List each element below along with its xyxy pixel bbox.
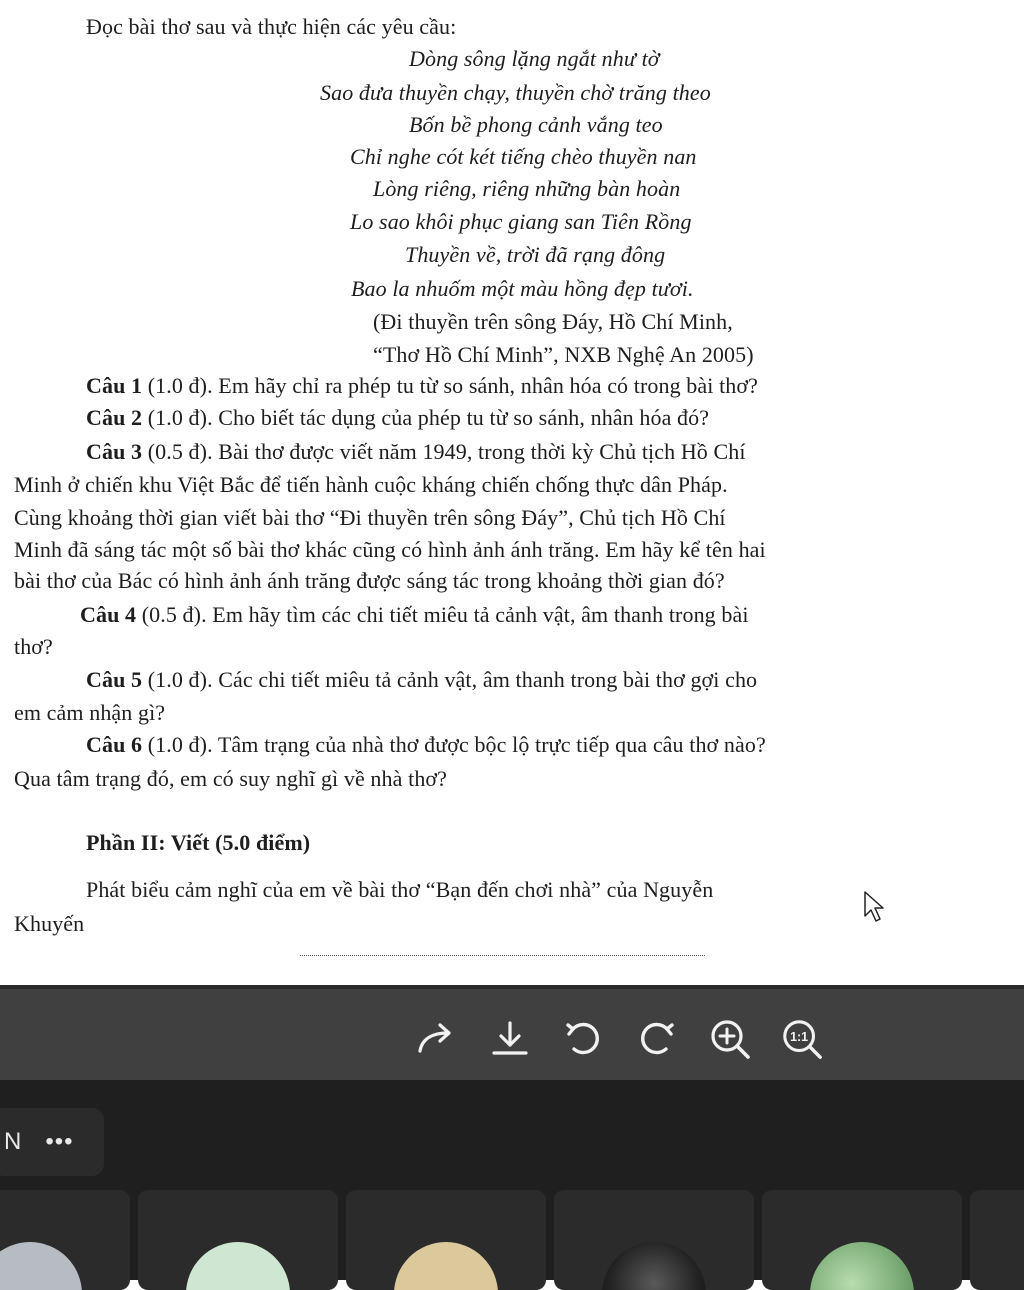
part-2-heading: Phần II: Viết (5.0 điểm) (86, 830, 311, 855)
question-text: (0.5 đ). Bài thơ được viết năm 1949, trong thời kỳ Chủ tịch Hồ Chí (142, 439, 746, 464)
poem-line: Dòng sông lặng ngắt như tờ (409, 46, 660, 71)
rotate-right-button[interactable] (634, 1017, 678, 1061)
download-button[interactable] (488, 1017, 532, 1061)
rotate-left-icon (564, 1019, 604, 1059)
question-label: Câu 3 (86, 439, 143, 464)
actual-size-button[interactable] (780, 1017, 824, 1061)
question-text: (1.0 đ). Cho biết tác dụng của phép tu từ so sánh, nhân hóa đó? (142, 405, 710, 430)
share-icon (416, 1019, 456, 1059)
question-label: Câu 5 (86, 667, 143, 692)
question-label: Câu 4 (80, 602, 137, 627)
mouse-cursor-icon (862, 890, 886, 924)
question-text: (0.5 đ). Em hãy tìm các chi tiết miêu tả cảnh vật, âm thanh trong bài (136, 602, 749, 627)
question-label: Câu 1 (86, 373, 143, 398)
actual-size-icon (780, 1017, 824, 1061)
part-2-prompt: Phát biểu cảm nghĩ của em về bài thơ “Bạn đến chơi nhà” của Nguyễn (86, 877, 714, 902)
question-text: (1.0 đ). Các chi tiết miêu tả cảnh vật, âm thanh trong bài thơ gợi cho (142, 667, 758, 692)
question-label: Câu 6 (86, 732, 143, 757)
poem-line: Lo sao khôi phục giang san Tiên Rồng (350, 209, 692, 234)
question-label: Câu 2 (86, 405, 143, 430)
rotate-right-icon (636, 1019, 676, 1059)
more-options-icon[interactable]: ••• (45, 1128, 74, 1155)
question-text-cont: Minh ở chiến khu Việt Bắc để tiến hành cuộc kháng chiến chống thực dân Pháp. (14, 472, 728, 497)
rotate-left-button[interactable] (562, 1017, 606, 1061)
poem-line: Bốn bề phong cảnh vắng teo (409, 112, 663, 137)
poem-source: (Đi thuyền trên sông Đáy, Hồ Chí Minh, (373, 309, 733, 334)
poem-line: Bao la nhuốm một màu hồng đẹp tươi. (351, 276, 694, 301)
question-text: (1.0 đ). Em hãy chỉ ra phép tu từ so sánh, nhân hóa có trong bài thơ? (142, 373, 758, 398)
poem-line: Lòng riêng, riêng những bàn hoàn (373, 176, 681, 201)
participant-initial: N (4, 1128, 22, 1155)
avatar (0, 1242, 82, 1290)
question-text-cont: Qua tâm trạng đó, em có suy nghĩ gì về nhà thơ? (14, 766, 448, 791)
question-3 (86, 437, 746, 467)
zoom-in-icon (708, 1017, 752, 1061)
avatar (394, 1242, 498, 1290)
participant-tile[interactable] (138, 1190, 338, 1290)
question-6 (86, 730, 766, 760)
participant-area (0, 1080, 1024, 1280)
participant-tile[interactable] (346, 1190, 546, 1290)
question-2 (86, 403, 709, 433)
instruction-text: Đọc bài thơ sau và thực hiện các yêu cầu: (86, 14, 457, 39)
share-button[interactable] (414, 1017, 458, 1061)
poem-line: Sao đưa thuyền chạy, thuyền chờ trăng theo (320, 80, 711, 105)
avatar (186, 1242, 290, 1290)
question-4 (80, 600, 749, 630)
answer-dotted-line (300, 955, 705, 956)
question-1 (86, 371, 758, 401)
zoom-in-button[interactable] (708, 1017, 752, 1061)
avatar (810, 1242, 914, 1290)
question-text: (1.0 đ). Tâm trạng của nhà thơ được bộc lộ trực tiếp qua câu thơ nào? (142, 732, 766, 757)
participant-tile[interactable] (762, 1190, 962, 1290)
download-icon (490, 1019, 530, 1059)
participant-name-chip[interactable] (0, 1108, 104, 1176)
image-viewer-toolbar (0, 985, 1024, 1080)
question-text-cont: Cùng khoảng thời gian viết bài thơ “Đi thuyền trên sông Đáy”, Chủ tịch Hồ Chí (14, 505, 726, 530)
question-text-cont: bài thơ của Bác có hình ảnh ánh trăng được sáng tác trong khoảng thời gian đó? (14, 568, 725, 593)
question-text-cont: em cảm nhận gì? (14, 700, 166, 725)
question-5 (86, 665, 757, 695)
poem-line: Thuyền về, trời đã rạng đông (405, 242, 666, 267)
poem-source: “Thơ Hồ Chí Minh”, NXB Nghệ An 2005) (373, 342, 754, 367)
part-2-prompt-cont: Khuyến (14, 911, 85, 936)
participant-tile[interactable] (554, 1190, 754, 1290)
question-text-cont: Minh đã sáng tác một số bài thơ khác cũng có hình ảnh ánh trăng. Em hãy kể tên hai (14, 537, 766, 562)
actual-size-label: 1:1 (790, 1029, 809, 1044)
participant-tile[interactable] (970, 1190, 1024, 1290)
participant-tile[interactable] (0, 1190, 130, 1290)
avatar (602, 1242, 706, 1290)
poem-line: Chỉ nghe cót két tiếng chèo thuyền nan (350, 144, 697, 169)
question-text-cont: thơ? (14, 634, 53, 659)
